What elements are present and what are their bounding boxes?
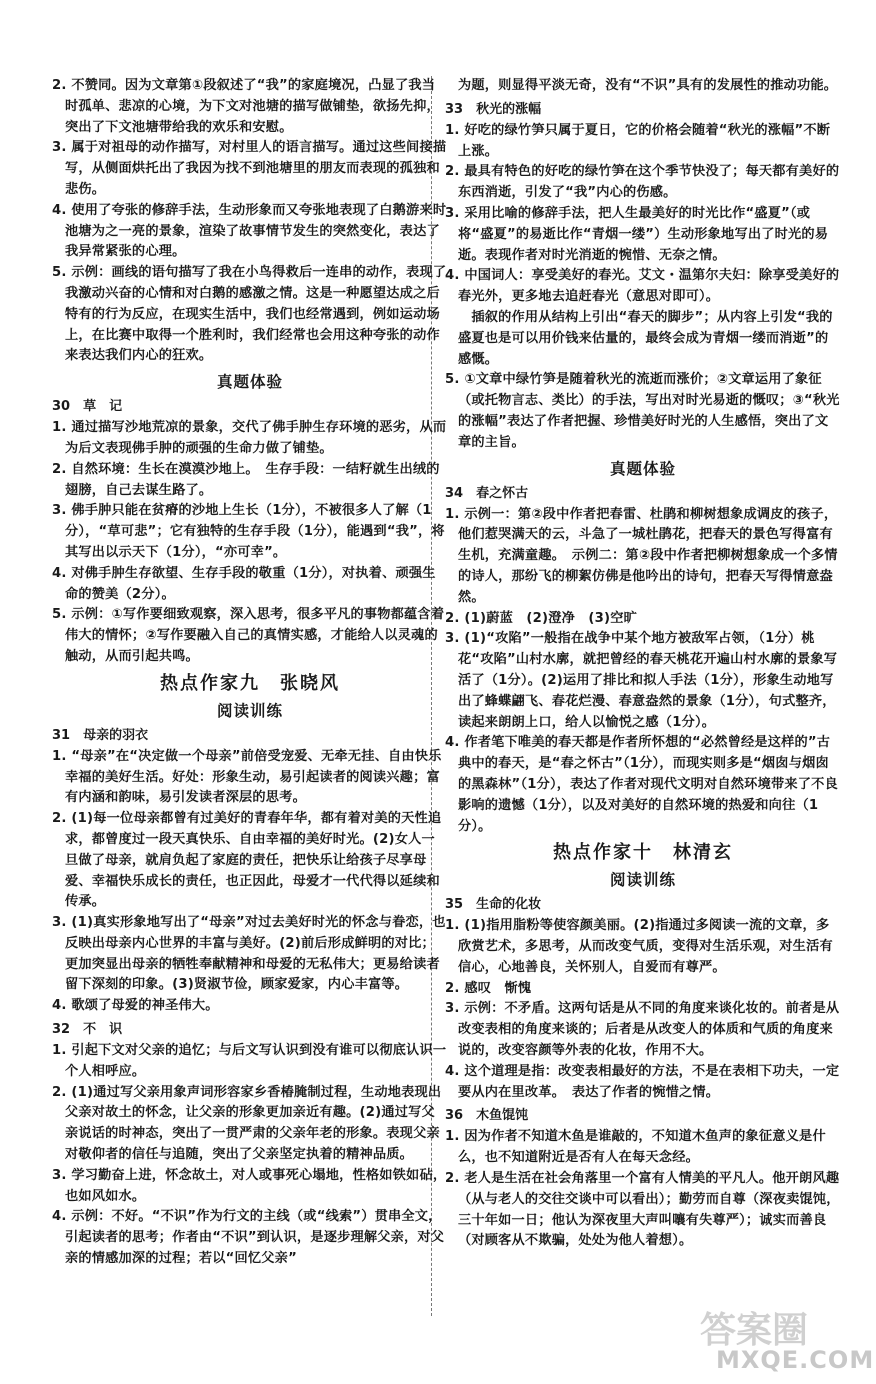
left-column <box>52 76 448 1270</box>
section-heading: 31 母亲的羽衣 <box>52 727 149 743</box>
author-heading: 热点作家九 张晓风 <box>160 672 340 694</box>
answer-item: 1. 引起下文对父亲的追忆；与后文写认识到没有谁可以彻底认识一个人相呼应。 <box>52 1043 447 1079</box>
answer-item: 4. 中国词人：享受美好的春光。艾文・温第尔夫妇：除享受美好的春光外，更多地去追赶春光（意思对即可）。 <box>445 268 840 305</box>
section-heading: 33 秋光的涨幅 <box>445 101 542 117</box>
answer-item: 2. 感叹 惭愧 <box>445 980 532 996</box>
answer-item: 3. 采用比喻的修辞手法，把人生最美好的时光比作“盛夏”（或将“盛夏”的易逝比作“青烟一缕”）生动形象地写出了时光的易逝。表现作者对时光消逝的惋惜、无奈之情。 <box>445 205 829 263</box>
answer-item: 1. 因为作者不知道木鱼是谁敲的，不知道木鱼声的象征意义是什么，也不知道附近是否有人在每天念经。 <box>445 1129 826 1166</box>
answer-item: 2. (1)蔚蓝 (2)澄净 (3)空旷 <box>445 610 637 626</box>
answer-item: 4. 作者笔下唯美的春天都是作者所怀想的“必然曾经是这样的”古典中的春天，是“春之怀古”（1分），而现实则多是“烟囱与烟囱的黑森林”（1分），表达了作者对现代文明对自然环境带来了不良影响的遗憾（1分），以及对美好的自然环境的热爱和向往（1分）。 <box>445 735 838 834</box>
answer-item: 5. ①文章中绿竹笋是随着秋光的流逝而涨价；②文章运用了象征（或托物言志、类比）的手法，写出对时光易逝的慨叹；③“秋光的涨幅”表达了作者把握、珍惜美好时光的人生感悟，突出了文章的主旨。 <box>445 372 840 450</box>
section-heading: 32 不 识 <box>52 1022 123 1038</box>
answer-item: 4. 歌颂了母爱的神圣伟大。 <box>52 998 219 1014</box>
answer-item: 3. (1)真实形象地写出了“母亲”对过去美好时光的怀念与眷恋，也反映出母亲内心世界的丰富与美好。(2)前后形成鲜明的对比；更加突显出母亲的牺牲奉献精神和母爱的无私伟大；更易给读者留下深刻的印象。(3)贤淑节俭，顾家爱家，内心丰富等。 <box>52 915 446 993</box>
answer-item: 4. 对佛手肿生存欲望、生存手段的敬重（1分），对执着、顽强生命的赞美（2分）。 <box>52 565 436 602</box>
answer-item: 3. 属于对祖母的动作描写，对村里人的语言描写。通过这些间接描写，从侧面烘托出了我因为找不到池塘里的朋友而表现的孤独和悲伤。 <box>52 140 447 197</box>
answer-item: 2. 自然环境：生长在漠漠沙地上。 生存手段：一结籽就生出绒的翅膀，自己去谋生路了。 <box>52 461 440 498</box>
answer-item: 3. 佛手肿只能在贫瘠的沙地上生长（1分），不被很多人了解（1分），“草可悲”；它有独特的生存手段（1分），能遇到“我”，将其写出以示天下（1分），“亦可幸”。 <box>52 503 445 560</box>
answer-item: 4. 这个道理是指：改变表相最好的方法，不是在表相下功夫，一定要从内在里改革。 表达了作者的惋惜之情。 <box>445 1063 840 1100</box>
answer-item: 5. 示例：画线的语句描写了我在小鸟得救后一连串的动作，表现了我激动兴奋的心情和对白鹅的感激之情。这是一种愿望达成之后特有的行为反应，在现实生活中，我们也经常遇到，例如运动场上，在比赛中取得一个胜利时，我们经常也会用这种夸张的动作来表达我们内心的狂欢。 <box>52 265 447 364</box>
answer-item: 1. 好吃的绿竹笋只属于夏日，它的价格会随着“秋光的涨幅”不断上涨。 <box>445 122 831 159</box>
answer-item: 2. (1)通过写父亲用象声词形容家乡香椿腌制过程，生动地表现出父亲对故土的怀念，让父亲的形象更加亲近有趣。(2)通过写父亲说话的时神态，突出了一贯严肃的父亲年老的形象。表现父亲对敬仰者的信任与追随，突出了父亲坚定执着的精神品质。 <box>52 1084 442 1163</box>
section-heading: 34 春之怀古 <box>445 485 529 501</box>
answer-item: 1. 通过描写沙地荒凉的景象，交代了佛手肿生存环境的恶劣，从而为后文表现佛手肿的顽强的生命力做了铺垫。 <box>52 420 447 456</box>
answer-item: 4. 使用了夸张的修辞手法，生动形象而又夸张地表现了白鹅游来时池塘为之一亮的景象，渲染了故事情节发生的突然变化，表达了我异常紧张的心理。 <box>52 202 447 260</box>
answer-continuation: 为题，则显得平淡无奇，没有“不识”具有的发展性的推动功能。 <box>458 78 838 93</box>
section-heading: 30 草 记 <box>52 399 123 415</box>
answer-item: 5. 示例：①写作要细致观察，深入思考，很多平凡的事物都蕴含着伟大的情怀；②写作要融入自己的真情实感，才能给人以灵魂的触动，从而引起共鸣。 <box>52 607 445 664</box>
author-heading: 热点作家十 林清玄 <box>553 842 733 864</box>
answer-item: 2. 老人是生活在社会角落里一个富有人情美的平凡人。他开朗风趣（从与老人的交往交谈中可以看出）；勤劳而自尊（深夜卖馄饨，三十年如一日；他认为深夜里大声叫嚷有失尊严）；诚实而善良（对顾客从不欺骗，处处为他人着想）。 <box>445 1171 840 1249</box>
watermark-logo: 答案圈 <box>700 1310 809 1351</box>
answer-item: 2. 最具有特色的好吃的绿竹笋在这个季节快没了；每天都有美好的东西消逝，引发了“我”内心的伤感。 <box>445 164 840 201</box>
section-heading: 35 生命的化妆 <box>445 897 542 913</box>
section-heading: 36 木鱼馄饨 <box>445 1108 529 1124</box>
answer-item: 3. (1)“攻陷”一般指在战争中某个地方被敌军占领，（1分）桃花“攻陷”山村水廓，就把曾经的春天桃花开遍山村水廓的景象写活了（1分）。(2)运用了排比和拟人手法（1分），形象生动地写出了蜂蝶翩飞、春花烂漫、春意盎然的景象（1分），句式整齐，读起来朗朗上口，给人以愉悦之感（1分）。 <box>445 631 838 730</box>
answer-continuation: 插叙的作用从结构上引出“春天的脚步”；从内容上引发“我的盛夏也是可以用价钱来估量的，最终会成为青烟一缕而消逝”的感慨。 <box>458 309 833 367</box>
watermark-url: MXQE.COM <box>716 1346 875 1374</box>
answer-item: 3. 示例：不矛盾。这两句话是从不同的角度来谈化妆的。前者是从改变表相的角度来谈的；后者是从改变人的体质和气质的角度来说的，改变容颜等外表的化妆，作用不大。 <box>445 1001 840 1059</box>
answer-item: 2. (1)每一位母亲都曾有过美好的青春年华，都有着对美的天性追求，都曾度过一段天真快乐、自由幸福的美好时光。(2)女人一旦做了母亲，就肩负起了家庭的责任，把快乐让给孩子尽享母爱、幸福快乐成长的责任，也正因此，母爱才一代代得以延续和传承。 <box>52 811 442 910</box>
right-column <box>445 76 841 1252</box>
subsection-heading: 阅读训练 <box>216 701 283 720</box>
answer-item: 3. 学习勤奋上进，怀念故土，对人或事死心塌地，性格如铁如砧，也如风如水。 <box>52 1167 447 1204</box>
subsection-heading: 真题体验 <box>216 373 283 392</box>
answer-item: 1. 示例一：第②段中作者把春雷、杜鹃和柳树想象成调皮的孩子，他们惹哭满天的云，斗急了一城杜鹃花，把春天的景色写得富有生机，充满童趣。 示例二：第②段中作者把柳树想象成一个多情的诗人，那纷飞的柳絮仿佛是他吟出的诗句，把春天写得情意盎然。 <box>445 506 838 605</box>
answer-item: 1. “母亲”在“决定做一个母亲”前倍受宠爱、无牵无挂、自由快乐幸福的美好生活。好处：形象生动，易引起读者的阅读兴趣；富有内涵和韵味，易引发读者深层的思考。 <box>52 748 442 806</box>
answer-item: 2. 不赞同。因为文章第①段叙述了“我”的家庭境况，凸显了我当时孤单、悲凉的心境，为下文对池塘的描写做铺垫，欲扬先抑，突出了下文池塘带给我的欢乐和安慰。 <box>52 78 440 135</box>
subsection-heading: 阅读训练 <box>609 871 676 890</box>
answer-item: 1. (1)指用脂粉等使容颜美丽。(2)指通过多阅读一流的文章，多欣赏艺术，多思考，从而改变气质，变得对生活乐观，对生活有信心，心地善良，关怀别人，自爱而有尊严。 <box>445 918 833 975</box>
subsection-heading: 真题体验 <box>609 459 676 478</box>
answer-item: 4. 示例：不好。“不识”作为行文的主线（或“线索”）贯串全文，引起读者的思考；作者由“不识”到认识，是逐步理解父亲，对父亲的情感加深的过程；若以“回忆父亲” <box>52 1209 445 1267</box>
